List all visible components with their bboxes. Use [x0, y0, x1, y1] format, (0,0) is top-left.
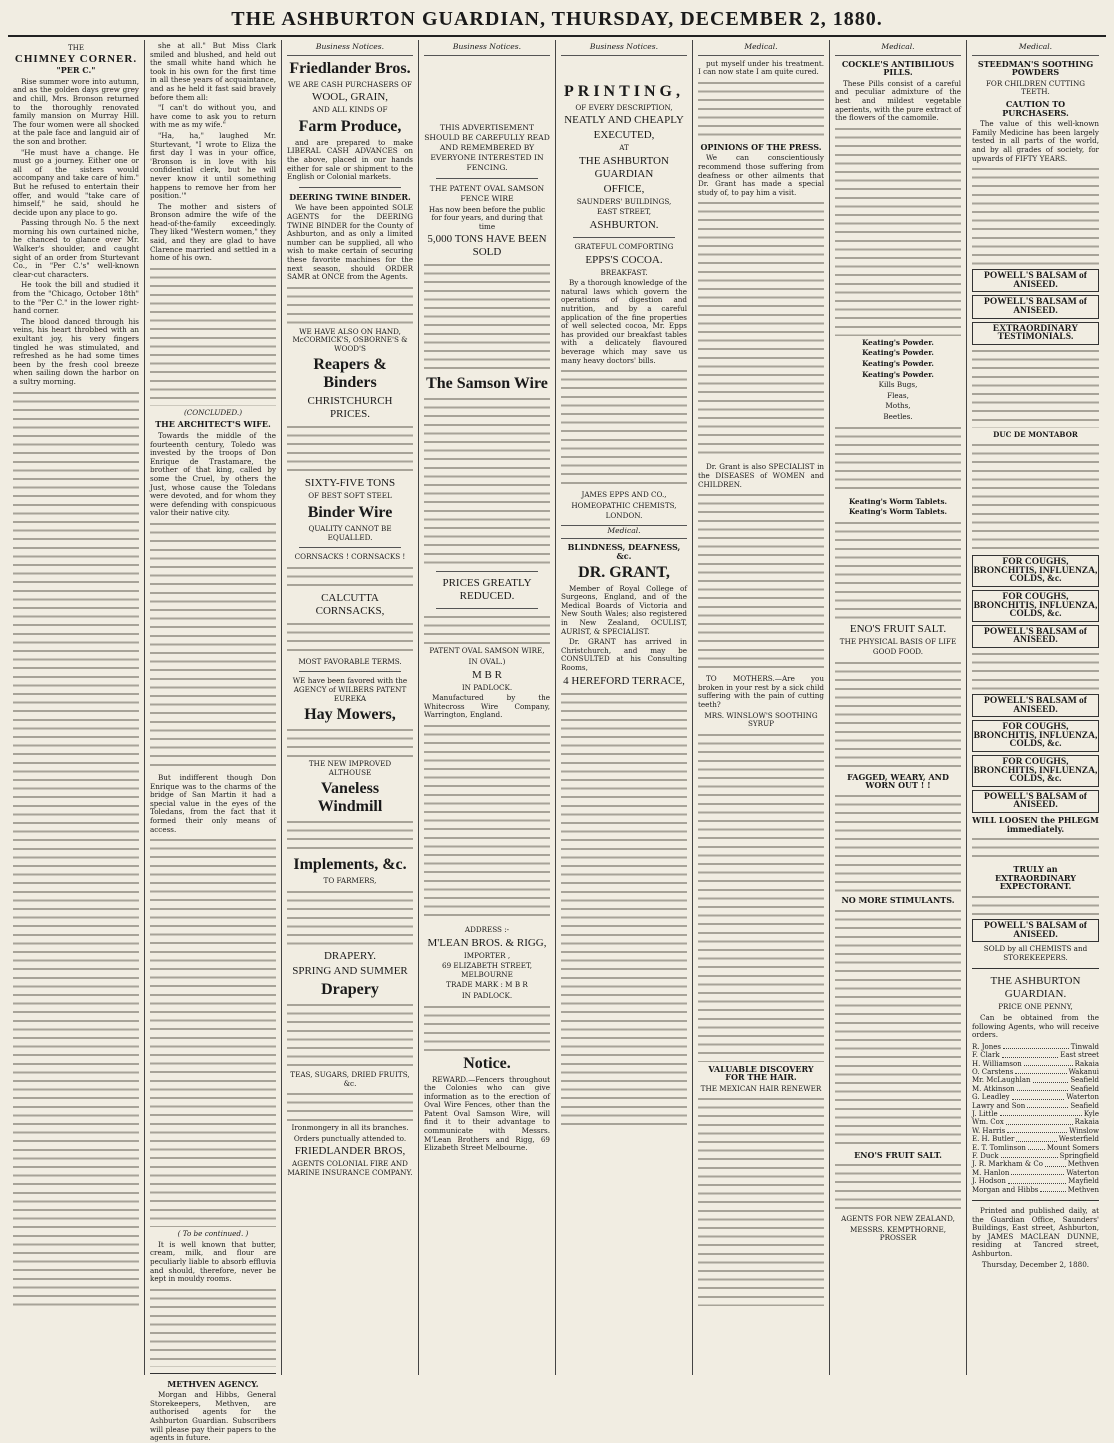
advert-box: FOR COUGHS, BRONCHITIS, INFLUENZA, COLDS, &c. [972, 720, 1099, 752]
leader-dots [1028, 1144, 1045, 1150]
story-text [150, 837, 276, 1227]
advert-text [287, 424, 413, 474]
agent-name: E. H. Butler [972, 1135, 1015, 1144]
imprint-date: Thursday, December 2, 1880. [981, 1259, 1090, 1269]
agency-title: METHVEN AGENCY. [167, 1378, 259, 1389]
advert-headline: DEERING TWINE BINDER. [289, 191, 411, 202]
advert-headline: OPINIONS OF THE PRESS. [700, 141, 822, 152]
advert-text [287, 727, 413, 757]
leader-dots [1033, 1076, 1069, 1082]
paragraph: Dr. GRANT has arrived in Christchurch, and may be CONSULTED at his Consulting Rooms, [561, 637, 687, 672]
paragraph: and are prepared to make LIBERAL CASH ADVANCES on the above, placed in our hands either for sale or shipment to the English or Colonial markets. [287, 137, 413, 182]
advert-headline: The Samson Wire [426, 375, 548, 393]
leader-dots [1007, 1127, 1067, 1133]
advert-line: Keating's Worm Tablets. [848, 507, 948, 517]
column-3 [282, 40, 419, 1375]
advert-line: CALCUTTA CORNSACKS, [315, 591, 385, 617]
paragraph: It is well known that butter, cream, milk, and flour are peculiarly liable to absorb effluvia and should, therefore, never be kept in mouldy rooms. [150, 1239, 276, 1284]
agent-name: O. Carstens [972, 1067, 1014, 1076]
agent-row [972, 1127, 1099, 1135]
paragraph: He took the bill and studied it from the "Chicago, October 18th" to the "Per C." in the lower right-hand corner. [13, 280, 139, 316]
agent-name: J. Hodson [972, 1177, 1006, 1186]
divider [436, 178, 538, 179]
advert-line: TRADE MARK : M B R [446, 980, 528, 990]
agent-name: Wm. Cox [972, 1118, 1004, 1127]
advert-line: JAMES EPPS AND CO., [581, 490, 667, 500]
advert-line: IMPORTER , [463, 950, 511, 960]
leader-dots [1024, 1060, 1073, 1066]
section-header: Business Notices. [424, 42, 550, 56]
paragraph: The blood danced through his veins, his heart throbbed with an exultant joy, his very fingers tingled he was stimulated, and refreshed as he had some times been by the fresh cool breeze when sailing down the harbor on a sultry morning. [13, 316, 139, 386]
advert-headline: COCKLE'S ANTIBILIOUS PILLS. [841, 58, 955, 78]
agent-location: Methven [1067, 1185, 1099, 1194]
advert-line: THE NEW IMPROVED ALTHOUSE [308, 759, 392, 777]
agent-location: Mayfield [1068, 1177, 1099, 1186]
advert-line: CORNSACKS ! CORNSACKS ! [294, 552, 406, 562]
agent-row [972, 1169, 1099, 1177]
agent-name: M. Atkinson [972, 1084, 1015, 1093]
advert-text [698, 200, 824, 460]
agent-location: Seafield [1070, 1101, 1099, 1110]
agents-list [972, 1043, 1099, 1194]
agent-name: Morgan and Hibbs [972, 1185, 1039, 1194]
advert-line: Beetles. [883, 411, 913, 421]
advert-line: GRATEFUL COMFORTING [574, 241, 674, 251]
advert-text [835, 908, 961, 1148]
agent-row [972, 1102, 1099, 1110]
divider [436, 608, 538, 609]
advert-text [287, 285, 413, 325]
section-header: Business Notices. [287, 42, 413, 56]
paragraph: Morgan and Hibbs, General Storekeepers, Methven, are authorised agents for the Ashburton Guardian. Subscribers will please pay their papers to the agents in future. [150, 1390, 276, 1443]
advert-headline: ENO'S FRUIT SALT. [854, 1149, 942, 1160]
section-header: Medical. [698, 42, 824, 56]
advert-text [287, 1002, 413, 1068]
advert-box: POWELL'S BALSAM of ANISEED. [972, 919, 1099, 942]
column-8 [967, 40, 1104, 1375]
advert-text [835, 520, 961, 620]
leader-dots [1001, 1152, 1058, 1158]
paragraph: REWARD.—Fencers throughout the Colonies who can give information as to the erection of Oval Wire Fences, other than the Patent Oval Samson Wire, will find it to their advantage to communicate with Messrs. M'Lean Brothers and Rigg, 69 Elizabeth Street Melbourne. [424, 1074, 550, 1153]
advert-line: AND ALL KINDS OF [312, 105, 388, 115]
advert-line: Keating's Worm Tablets. [848, 496, 948, 506]
advert-line: ASHBURTON. [589, 218, 659, 231]
agent-name: J. Little [972, 1109, 998, 1118]
agent-name: F. Duck [972, 1151, 999, 1160]
advert-box: POWELL'S BALSAM of ANISEED. [972, 625, 1099, 648]
advert-headline: DR. GRANT, [578, 563, 670, 581]
agent-row [972, 1093, 1099, 1101]
advert-text [835, 793, 961, 893]
paragraph: We can conscientiously recommend those suffering from deafness or other ailments that Dr. Grant has made a special study of, to pay him a visit. [698, 153, 824, 197]
advert-box: POWELL'S BALSAM of ANISEED. [972, 269, 1099, 292]
agent-location: Tinwald [1070, 1042, 1099, 1051]
advert-line: Keating's Powder. [862, 348, 934, 358]
divider [972, 968, 1099, 969]
paragraph: We have been appointed SOLE AGENTS for the DEERING TWINE BINDER for the County of Ashburton, and as only a limited number can be supplied, all who wish to make certain of securing these favorite machines for the next season, should ORDER SAMR at ONCE from the Agents. [287, 203, 413, 282]
advert-text [698, 80, 824, 140]
leader-dots [1016, 1135, 1056, 1141]
agent-name: W. Harris [972, 1126, 1006, 1135]
paragraph: The mother and sisters of Bronson admire the wife of the head-of-the-family exceedingly. They liked "Western women," they said, and they are glad to have Clarence married and settled in a home of his own. [150, 201, 276, 263]
advert-headline: STEEDMAN'S SOOTHING POWDERS [977, 58, 1094, 78]
advert-text [835, 1162, 961, 1212]
advert-line: Fleas, [887, 390, 909, 400]
advert-line: Keating's Powder. [862, 337, 934, 347]
agent-row [972, 1144, 1099, 1152]
agent-row [972, 1135, 1099, 1143]
advert-text [287, 889, 413, 947]
advert-text [698, 1096, 824, 1306]
paragraph: Dr. Grant is also SPECIALIST in the DISEASES of WOMEN and CHILDREN. [698, 462, 824, 489]
advert-text [972, 166, 1099, 266]
agent-row [972, 1186, 1099, 1194]
advert-box: FOR COUGHS, BRONCHITIS, INFLUENZA, COLDS, &c. [972, 590, 1099, 622]
section-title: CHIMNEY CORNER. [14, 52, 138, 65]
agent-row [972, 1051, 1099, 1059]
advert-line: OF EVERY DESCRIPTION, [575, 102, 673, 112]
divider [436, 571, 538, 572]
agent-location: Wakanui [1068, 1067, 1099, 1076]
story-text [150, 521, 276, 771]
advert-text [424, 614, 550, 644]
advert-headline: 5,000 TONS HAVE BEEN SOLD [427, 233, 547, 259]
agent-row [972, 1110, 1099, 1118]
agent-name: F. Clark [972, 1051, 1000, 1060]
advert-headline: ENO'S FRUIT SALT. [849, 622, 947, 635]
agent-location: Westerfield [1058, 1135, 1099, 1144]
advert-line: Has now been before the public for four years, and during that time [428, 204, 546, 231]
advert-firm: FRIEDLANDER BROS, [294, 1145, 406, 1158]
advert-text [698, 732, 824, 1062]
masthead-rule [8, 35, 1106, 37]
agent-location: Rakaia [1074, 1059, 1099, 1068]
agent-name: Mr. McLaughlan [972, 1076, 1031, 1085]
agent-location: Waterton [1066, 1168, 1099, 1177]
agent-location: East street [1060, 1051, 1099, 1060]
advert-headline: Hay Mowers, [304, 706, 396, 724]
leader-dots [1045, 1160, 1066, 1166]
advert-line: THE MEXICAN HAIR RENEWER [700, 1083, 822, 1093]
advert-box: POWELL'S BALSAM of ANISEED. [972, 694, 1099, 717]
paragraph: Towards the middle of the fourteenth century, Toledo was invested by the troops of Don Enrique de Trastamare, the brother of that king, called by some the Cruel, by others the Just, whose cause the Toledans were devoted, and for whom they were defending with conspicuous valor their native city. [150, 431, 276, 518]
divider [972, 1200, 1099, 1201]
advert-headline: CAUTION TO PURCHASERS. [1002, 98, 1069, 118]
leader-dots [1002, 1051, 1059, 1057]
agent-row [972, 1076, 1099, 1084]
agent-row [972, 1060, 1099, 1068]
agent-location: Rakaia [1074, 1118, 1099, 1127]
advert-text [972, 442, 1099, 552]
advert-line: 69 ELIZABETH STREET, MELBOURNE [442, 961, 532, 979]
paragraph: Member of Royal College of Surgeons, England, and of the Medical Boards of Victoria and New South Wales; also registered in New Zealand, OCULIST, AURIST, & SPECIALIST. [561, 583, 687, 636]
advert-line: MOST FAVORABLE TERMS. [298, 656, 402, 666]
paragraph: TO MOTHERS.—Are you broken in your rest by a sick child suffering with the pain of cutting teeth? [698, 674, 824, 709]
agent-name: H. Williamson [972, 1059, 1022, 1068]
advert-line: WE have been favored with the AGENCY of WILBERS PATENT EUREKA [292, 676, 408, 703]
price-line: PRICE ONE PENNY, [998, 1002, 1073, 1012]
advert-text [835, 660, 961, 770]
story-title: THE ARCHITECT'S WIFE. [155, 419, 271, 430]
advert-line: GOOD FOOD. [872, 647, 924, 657]
advert-line: SPRING AND SUMMER [292, 965, 408, 977]
advert-line: WE HAVE ALSO ON HAND, McCORMICK'S, OSBORNE'S & WOOD'S [292, 326, 408, 353]
paragraph: The value of this well-known Family Medicine has been largely tested in all parts of the world, and by all grades of society, for upwards of FIFTY YEARS. [972, 119, 1099, 163]
agent-row [972, 1160, 1099, 1168]
agent-name: R. Jones [972, 1042, 1001, 1051]
agent-location: Winslow [1069, 1126, 1099, 1135]
advert-line: THIS ADVERTISEMENT SHOULD BE CAREFULLY READ AND REMEMBERED BY EVERYONE INTERESTED IN FENCING. [424, 122, 550, 172]
advert-line: TO FARMERS, [323, 876, 377, 886]
advert-line: IN OVAL.) [468, 656, 506, 666]
agent-location: Methven [1067, 1160, 1099, 1169]
column-6 [693, 40, 830, 1375]
masthead: THE ASHBURTON GUARDIAN, THURSDAY, DECEMBER 2, 1880. [231, 8, 883, 30]
leader-dots [1003, 1043, 1069, 1049]
advert-text [287, 819, 413, 853]
advert-line: LONDON. [605, 511, 643, 521]
newspaper-columns [8, 40, 1106, 1443]
paragraph: By a thorough knowledge of the natural laws which govern the operations of digestion and nutrition, and by a careful application of the fine properties of well selected cocoa, Mr. Epps has provided our breakfast tables with a delicately flavoured beverage which may save us many heavy doctors' bills. [561, 278, 687, 365]
agent-location: Waterton [1066, 1093, 1099, 1102]
continued-label: ( To be continued. ) [177, 1229, 249, 1239]
advert-text [561, 368, 687, 488]
advert-headline: NO MORE STIMULANTS. [841, 895, 955, 906]
advert-headline: PRINTING, [563, 82, 684, 100]
advert-line: IN PADLOCK. [461, 990, 513, 1000]
advert-line: BREAKFAST. [600, 267, 648, 277]
advert-headline: Implements, &c. [293, 856, 407, 874]
advert-line: NEATLY AND CHEAPLY [564, 114, 684, 127]
advert-line: SAUNDERS' BUILDINGS, [576, 196, 672, 206]
agent-location: Springfield [1059, 1151, 1099, 1160]
advert-box: EXTRAORDINARY TESTIMONIALS. [972, 322, 1099, 345]
divider [299, 187, 401, 188]
advert-text [424, 396, 550, 566]
advert-headline: EPPS'S COCOA. [585, 253, 663, 266]
leader-dots [1006, 1118, 1073, 1124]
advert-line: ADDRESS :- [464, 924, 510, 934]
agent-location: Seafield [1070, 1076, 1099, 1085]
advert-line: 4 HEREFORD TERRACE, [563, 674, 685, 687]
leader-dots [1012, 1093, 1065, 1099]
advert-line: HOMEOPATHIC CHEMISTS, [571, 500, 677, 510]
advert-line: Keating's Powder. [862, 358, 934, 368]
paragraph: Manufactured by the Whitecross Wire Company, Warrington, England. [424, 693, 550, 720]
agent-row [972, 1118, 1099, 1126]
advert-headline: Reapers & Binders [313, 356, 387, 392]
advert-text [972, 894, 1099, 916]
advert-line: SOLD by all CHEMISTS and STOREKEEPERS. [983, 944, 1088, 962]
advert-line: QUALITY CANNOT BE EQUALLED. [308, 524, 392, 542]
advert-text [287, 1091, 413, 1121]
paragraph: she at all." But Miss Clark smiled and blushed, and held out the small white hand which he took in his own for the first time in all these years of acquaintance, and as he held it fast said bravely before them all: [150, 41, 276, 102]
advert-line: DRAPERY. [323, 950, 377, 962]
advert-line: Orders punctually attended to. [293, 1133, 407, 1143]
advert-line: Moths, [885, 401, 911, 411]
advert-headline: Farm Produce, [298, 117, 402, 135]
advert-line: PATENT OVAL SAMSON WIRE, [429, 646, 545, 656]
advert-text [972, 836, 1099, 862]
story-title: "PER C." [56, 65, 96, 76]
advert-headline: TRULY an EXTRAORDINARY EXPECTORANT. [994, 864, 1077, 892]
leader-dots [1015, 1068, 1066, 1074]
advert-line: AGENTS COLONIAL FIRE AND MARINE INSURANCE COMPANY. [287, 1159, 413, 1177]
agents-title: THE ASHBURTON GUARDIAN. [990, 975, 1081, 1001]
imprint: Printed and published daily, at the Guardian Office, Saunders' Buildings, East street, Ashburton, by JAMES MACLEAN DUNNE, residing at Tancred street, Ashburton. [972, 1206, 1099, 1258]
paragraph: Passing through No. 5 the next morning his own curtained niche, he chanced to glance over Mr. Walker's shoulder, and caught sight of an order from Sturtevant Co., in "Per C.'s" well-known clear-cut characters. [13, 218, 139, 279]
section-header: Medical. [972, 42, 1099, 56]
leader-dots [1017, 1085, 1069, 1091]
advert-text [424, 262, 550, 372]
paragraph: put myself under his treatment. I can now state I am quite cured. [698, 58, 824, 77]
paragraph: "I can't do without you, and have come to ask you to return with me as my wife." [150, 103, 276, 130]
advert-text [972, 348, 1099, 428]
leader-dots [1040, 1186, 1065, 1192]
advert-line: AT [619, 143, 629, 153]
advert-headline: BLINDNESS, DEAFNESS, &c. [567, 542, 681, 562]
advert-text [424, 723, 550, 923]
advert-headline: WILL LOOSEN the PHLEGM immediately. [972, 814, 1099, 834]
agent-row [972, 1068, 1099, 1076]
advert-line: TEAS, SUGARS, DRIED FRUITS, &c. [290, 1070, 410, 1088]
agent-location: Mount Somers [1046, 1143, 1099, 1152]
story-text [150, 266, 276, 406]
advert-text [835, 126, 961, 336]
section-label: THE [68, 44, 84, 52]
advert-line: THE ASHBURTON GUARDIAN [579, 154, 669, 180]
agent-location: Kyle [1083, 1109, 1099, 1118]
paragraph: "He must have a change. He must go a journey. Either one or all of the sisters would accompany and take care of him." But he refused to entertain their offer, and would "take care of himself," he said, should he decide upon any place to go. [13, 147, 139, 217]
advert-line: OF BEST SOFT STEEL [308, 491, 392, 501]
advert-line: MRS. WINSLOW'S SOOTHING SYRUP [704, 710, 818, 729]
advert-box: POWELL'S BALSAM of ANISEED. [972, 295, 1099, 318]
advert-text [561, 691, 687, 1131]
advert-line: THE PHYSICAL BASIS OF LIFE [839, 636, 957, 646]
agent-row [972, 1152, 1099, 1160]
agent-row [972, 1085, 1099, 1093]
advert-line: EXECUTED, [593, 129, 655, 142]
advert-line: IN PADLOCK. [461, 682, 513, 692]
advert-box: POWELL'S BALSAM of ANISEED. [972, 790, 1099, 813]
advert-line: Kills Bugs, [878, 380, 918, 390]
advert-firm: M'LEAN BROS. & RIGG, [427, 936, 547, 949]
agent-name: G. Leadley [972, 1093, 1010, 1102]
advert-headline: FAGGED, WEARY, AND WORN OUT ! ! [847, 771, 949, 791]
advert-line: MESSRS. KEMPTHORNE, PROSSER [850, 1224, 946, 1243]
advert-text [287, 565, 413, 589]
advert-line: EAST STREET, [596, 207, 652, 217]
advert-line: OFFICE, [603, 182, 645, 195]
advert-text [698, 492, 824, 672]
advert-line: PRICES GREATLY REDUCED. [442, 577, 532, 603]
advert-text [972, 651, 1099, 691]
column-4 [419, 40, 556, 1375]
paragraph: Can be obtained from the following Agents, who will receive orders. [972, 1012, 1099, 1040]
advert-box: FOR COUGHS, BRONCHITIS, INFLUENZA, COLDS, &c. [972, 755, 1099, 787]
divider [150, 1373, 276, 1374]
paragraph: But indifferent though Don Enrique was to the charms of the bridge of San Martin it had a special value in the eyes of the Toledans, from the fact that it formed their only means of access. [150, 772, 276, 834]
advert-headline: Vaneless Windmill [317, 780, 383, 816]
advert-line: Ironmongery in all its branches. [291, 1123, 409, 1133]
advert-line: SIXTY-FIVE TONS [304, 477, 396, 490]
column-7 [830, 40, 967, 1375]
advert-headline: Drapery [321, 981, 379, 998]
advert-text [424, 1004, 550, 1052]
advert-line: WOOL, GRAIN, [311, 91, 389, 104]
advert-firm: Friedlander Bros. [289, 59, 411, 77]
leader-dots [1008, 1177, 1066, 1183]
agent-name: M. Hanlon [972, 1168, 1010, 1177]
divider [299, 547, 401, 548]
advert-text [287, 621, 413, 655]
advert-line: FOR CHILDREN CUTTING TEETH. [985, 78, 1086, 97]
advert-line: DUC DE MONTABOR [993, 429, 1078, 439]
section-header: Medical. [835, 42, 961, 56]
agent-name: E. T. Tomlinson [972, 1143, 1026, 1152]
section-header: Medical. [561, 525, 687, 540]
agent-name: Lawry and Son [972, 1101, 1026, 1110]
advert-line: Keating's Powder. [862, 369, 934, 379]
paragraph: Rise summer wore into autumn, and as the golden days grew grey and chill, Mrs. Bronson returned to the thoroughly renovated family mansion on Murray Hill. The four women were all shocked at the pale face and languid air of the son and brother. [13, 76, 139, 146]
divider [573, 237, 675, 238]
advert-box: FOR COUGHS, BRONCHITIS, INFLUENZA, COLDS, &c. [972, 555, 1099, 587]
advert-line: CHRISTCHURCH PRICES. [307, 395, 393, 421]
advert-line: THE PATENT OVAL SAMSON FENCE WIRE [429, 183, 545, 203]
column-1 [8, 40, 145, 1375]
column-2 [145, 40, 282, 1443]
paragraph: "Ha, ha," laughed Mr. Sturtevant, "I wrote to Eliza the first day I was in your office, 'Bronson is in love with his confidential clerk, but he will never know it until something happens to remove her from her position.'" [150, 130, 276, 201]
agent-location: Seafield [1070, 1084, 1099, 1093]
paragraph: These Pills consist of a careful and peculiar admixture of the best and mildest vegetable aperients, with the pure extract of the flowers of the camomile. [835, 78, 961, 123]
agent-row [972, 1043, 1099, 1051]
trade-mark: M B R [472, 668, 502, 681]
notice-title: Notice. [463, 1054, 511, 1072]
advert-line: WE ARE CASH PURCHASERS OF [287, 79, 413, 89]
leader-dots [1027, 1102, 1068, 1108]
leader-dots [1000, 1110, 1082, 1116]
concluded-label: (CONCLUDED.) [183, 407, 243, 417]
advert-headline: VALUABLE DISCOVERY FOR THE HAIR. [708, 1063, 814, 1083]
section-header: Business Notices. [561, 42, 687, 56]
agent-name: J. R. Markham & Co [972, 1160, 1043, 1169]
leader-dots [1011, 1169, 1064, 1175]
divider [299, 671, 401, 672]
advert-text [835, 425, 961, 495]
advert-headline: Binder Wire [307, 504, 393, 522]
agent-row [972, 1177, 1099, 1185]
story-text-continued [13, 390, 139, 1310]
column-5 [556, 40, 693, 1375]
advert-line: AGENTS FOR NEW ZEALAND, [841, 1214, 955, 1224]
story-text [150, 1287, 276, 1367]
